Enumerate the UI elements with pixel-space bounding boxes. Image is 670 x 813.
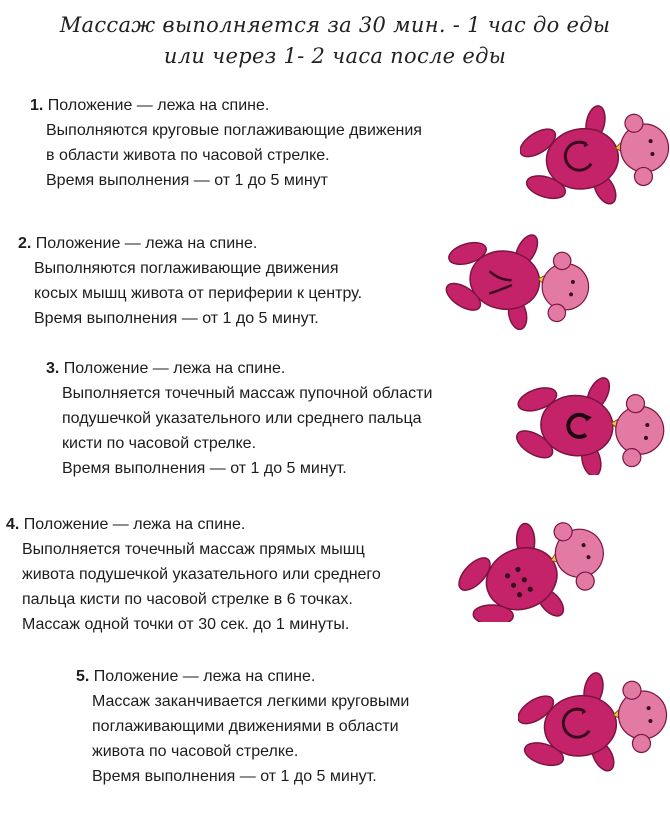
step-text-line: поглаживающими движениями в области bbox=[92, 718, 399, 735]
step-text-line: Выполняются поглаживающие движения bbox=[34, 260, 339, 277]
step-5 bbox=[76, 664, 409, 789]
step-text-line: Время выполнения — от 1 до 5 минут. bbox=[92, 768, 377, 785]
step-text-line: кисти по часовой стрелке. bbox=[62, 435, 257, 452]
teddy-bear-six-points-icon bbox=[458, 522, 608, 622]
step-text-line: Время выполнения — от 1 до 5 минут. bbox=[62, 460, 347, 477]
step-position: Положение — лежа на спине. bbox=[63, 360, 286, 377]
step-number: 5. bbox=[76, 668, 90, 685]
step-text-line: Выполняется точечный массаж прямых мышц bbox=[22, 541, 365, 558]
step-text-line: подушечкой указательного или среднего пальца bbox=[62, 410, 422, 427]
step-text-line: Массаж одной точки от 30 сек. до 1 минуты. bbox=[22, 616, 350, 633]
step-text-line: Время выполнения — от 1 до 5 минут bbox=[46, 172, 328, 189]
step-1 bbox=[30, 93, 422, 193]
step-text-line: Время выполнения — от 1 до 5 минут. bbox=[34, 310, 319, 327]
step-position: Положение — лежа на спине. bbox=[93, 668, 316, 685]
page-header bbox=[0, 10, 670, 72]
step-text-line: живота подушечкой указательного или среднего bbox=[22, 566, 381, 583]
step-number: 4. bbox=[6, 516, 20, 533]
header-line-2: или через 1- 2 часа после еды bbox=[163, 44, 507, 68]
step-number: 2. bbox=[18, 235, 32, 252]
step-text-line: Массаж заканчивается легкими круговыми bbox=[92, 693, 410, 710]
teddy-bear-navel-arrow-icon bbox=[515, 375, 665, 475]
step-position: Положение — лежа на спине. bbox=[23, 516, 246, 533]
step-position: Положение — лежа на спине. bbox=[35, 235, 258, 252]
step-4 bbox=[6, 512, 381, 637]
header-line-1: Массаж выполняется за 30 мин. - 1 час до еды bbox=[59, 13, 611, 37]
step-text-line: Выполняются круговые поглаживающие движения bbox=[46, 122, 422, 139]
teddy-bear-circular-stroke-icon bbox=[518, 672, 668, 772]
step-text-line: в области живота по часовой стрелке. bbox=[46, 147, 330, 164]
step-text-line: косых мышц живота от периферии к центру. bbox=[34, 285, 363, 302]
step-text-line: Выполняется точечный массаж пупочной области bbox=[62, 385, 433, 402]
step-number: 1. bbox=[30, 97, 44, 114]
step-text-line: живота по часовой стрелке. bbox=[92, 743, 299, 760]
step-3 bbox=[46, 356, 432, 481]
teddy-bear-oblique-stroke-icon bbox=[445, 230, 590, 330]
step-number: 3. bbox=[46, 360, 60, 377]
teddy-bear-circular-stroke-icon bbox=[520, 105, 670, 205]
step-2 bbox=[18, 231, 362, 331]
step-text-line: пальца кисти по часовой стрелке в 6 точках. bbox=[22, 591, 353, 608]
step-position: Положение — лежа на спине. bbox=[47, 97, 270, 114]
